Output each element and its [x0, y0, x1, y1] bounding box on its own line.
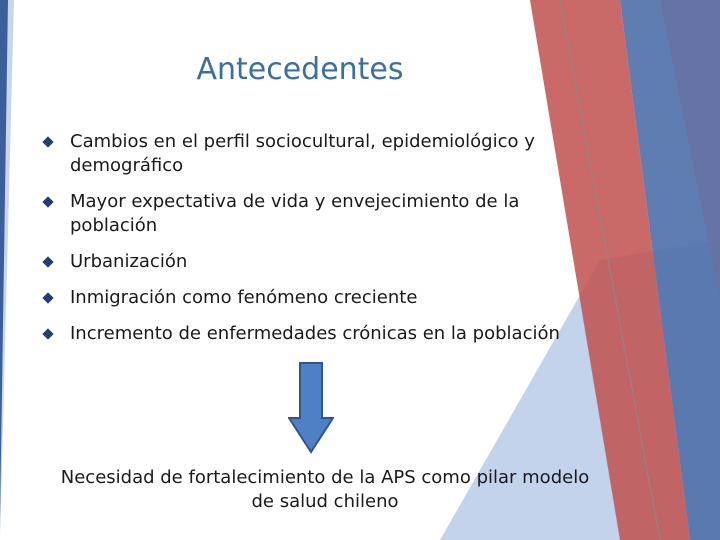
bullet-text: Incremento de enfermedades crónicas en la población: [70, 323, 560, 344]
bullet-item: [40, 250, 600, 274]
conclusion-text: Necesidad de fortalecimiento de la APS como pilar modelo de salud chileno: [60, 467, 590, 512]
bullet-list: [40, 130, 600, 358]
bullet-item: [40, 190, 600, 238]
diamond-bullet-icon: [42, 196, 53, 207]
diamond-bullet-icon: [42, 256, 53, 267]
bullet-text: Urbanización: [70, 251, 188, 272]
bullet-text: Mayor expectativa de vida y envejecimiento de la población: [70, 191, 520, 236]
diamond-bullet-icon: [42, 292, 53, 303]
down-arrow-icon: [288, 362, 334, 454]
bullet-item: [40, 130, 600, 178]
slide-title: Antecedentes: [196, 52, 404, 87]
bullet-item: [40, 322, 600, 346]
diamond-bullet-icon: [42, 328, 53, 339]
diamond-bullet-icon: [42, 136, 53, 147]
bullet-text: Inmigración como fenómeno creciente: [70, 287, 418, 308]
bullet-text: Cambios en el perfil sociocultural, epidemiológico y demográfico: [70, 131, 535, 176]
bullet-item: [40, 286, 600, 310]
